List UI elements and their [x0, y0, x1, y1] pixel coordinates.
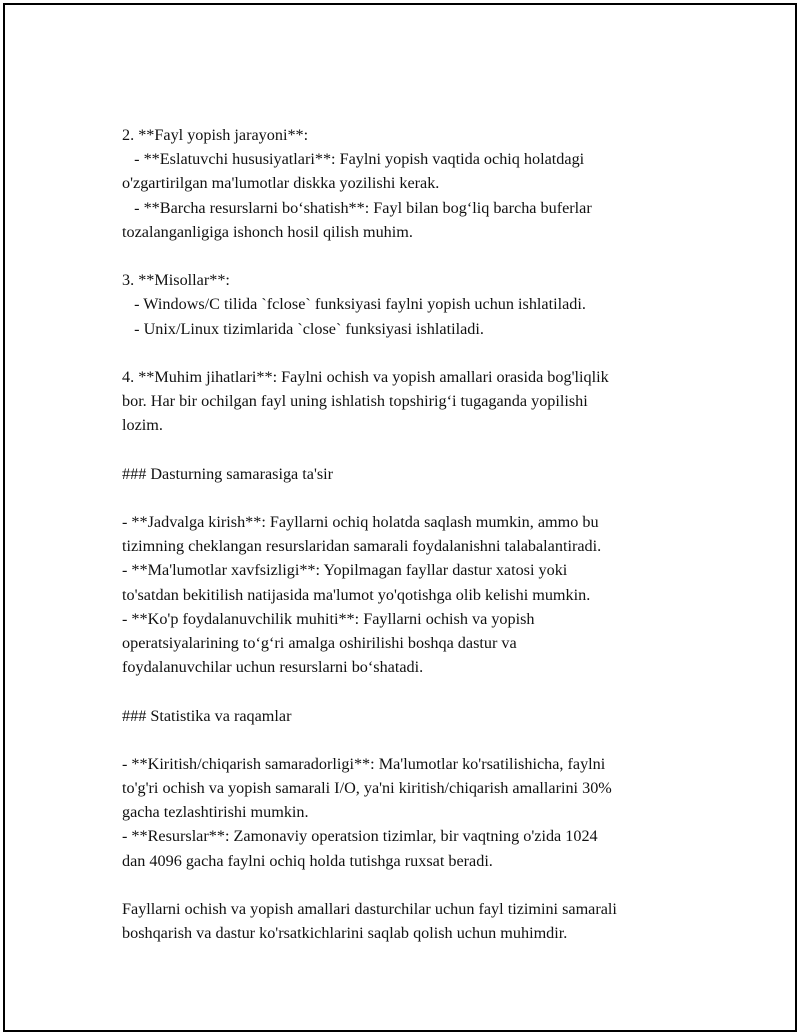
text-line: to'g'ri ochish va yopish samarali I/O, ya'ni kiritish/chiqarish amallarini 30% [122, 779, 612, 798]
text-line: tizimning cheklangan resurslaridan samarali foydalanishni talabalantiradi. [122, 537, 602, 556]
blank-line [122, 873, 692, 897]
blank-line [122, 728, 692, 752]
text-line: - **Ma'lumotlar xavfsizligi**: Yopilmagan fayllar dastur xatosi yoki [122, 561, 568, 580]
page-frame [3, 3, 797, 1032]
text-line: - Unix/Linux tizimlarida `close` funksiyasi ishlatiladi. [122, 319, 484, 338]
text-line: - **Barcha resurslarni bo‘shatish**: Fayl bilan bog‘liq barcha buferlar [122, 198, 592, 217]
text-line: bor. Har bir ochilgan fayl uning ishlatish topshirig‘i tugaganda yopilishi [122, 392, 588, 411]
text-line: 2. **Fayl yopish jarayoni**: [122, 126, 309, 144]
text-line: dan 4096 gacha faylni ochiq holda tutishga ruxsat beradi. [122, 851, 493, 870]
blank-line [122, 437, 692, 461]
text-line: boshqarish va dastur ko'rsatkichlarini saqlab qolish uchun muhimdir. [122, 924, 568, 943]
text-line: - **Eslatuvchi hususiyatlari**: Faylni yopish vaqtida ochiq holatdagi [122, 150, 585, 169]
text-line: - Windows/C tilida `fclose` funksiyasi faylni yopish uchun ishlatiladi. [122, 295, 586, 314]
text-line: - **Kiritish/chiqarish samaradorligi**: Ma'lumotlar ko'rsatilishicha, faylni [122, 754, 606, 773]
text-line: ### Dasturning samarasiga ta'sir [122, 464, 334, 483]
text-line: o'zgartirilgan ma'lumotlar diskka yozilishi kerak. [122, 174, 440, 193]
text-line: ### Statistika va raqamlar [122, 706, 292, 725]
text-line: 3. **Misollar**: [122, 271, 230, 290]
text-line: foydalanuvchilar uchun resurslarni bo‘shatadi. [122, 658, 424, 677]
text-line: - **Ko'p foydalanuvchilik muhiti**: Fayllarni ochish va yopish [122, 609, 535, 628]
blank-line [122, 679, 692, 703]
text-line: - **Jadvalga kirish**: Fayllarni ochiq holatda saqlash mumkin, ammo bu [122, 513, 599, 531]
text-line: tozalanganligiga ishonch hosil qilish muhim. [122, 222, 413, 241]
text-line: gacha tezlashtirishi mumkin. [122, 803, 309, 822]
blank-line [122, 341, 692, 365]
text-line: 4. **Muhim jihatlari**: Faylni ochish va yopish amallari orasida bog'liqlik [122, 367, 609, 386]
text-line: operatsiyalarining to‘g‘ri amalga oshirilishi boshqa dastur va [122, 633, 517, 652]
blank-line [122, 244, 692, 268]
text-line: to'satdan bekitilish natijasida ma'lumot yo'qotishga olib kelishi mumkin. [122, 585, 591, 604]
blank-line [122, 486, 692, 510]
text-line: - **Resurslar**: Zamonaviy operatsion tizimlar, bir vaqtning o'zida 1024 [122, 827, 598, 846]
text-line: lozim. [122, 416, 163, 435]
text-line: Fayllarni ochish va yopish amallari dasturchilar uchun fayl tizimini samarali [122, 900, 617, 918]
document-body [122, 123, 692, 945]
